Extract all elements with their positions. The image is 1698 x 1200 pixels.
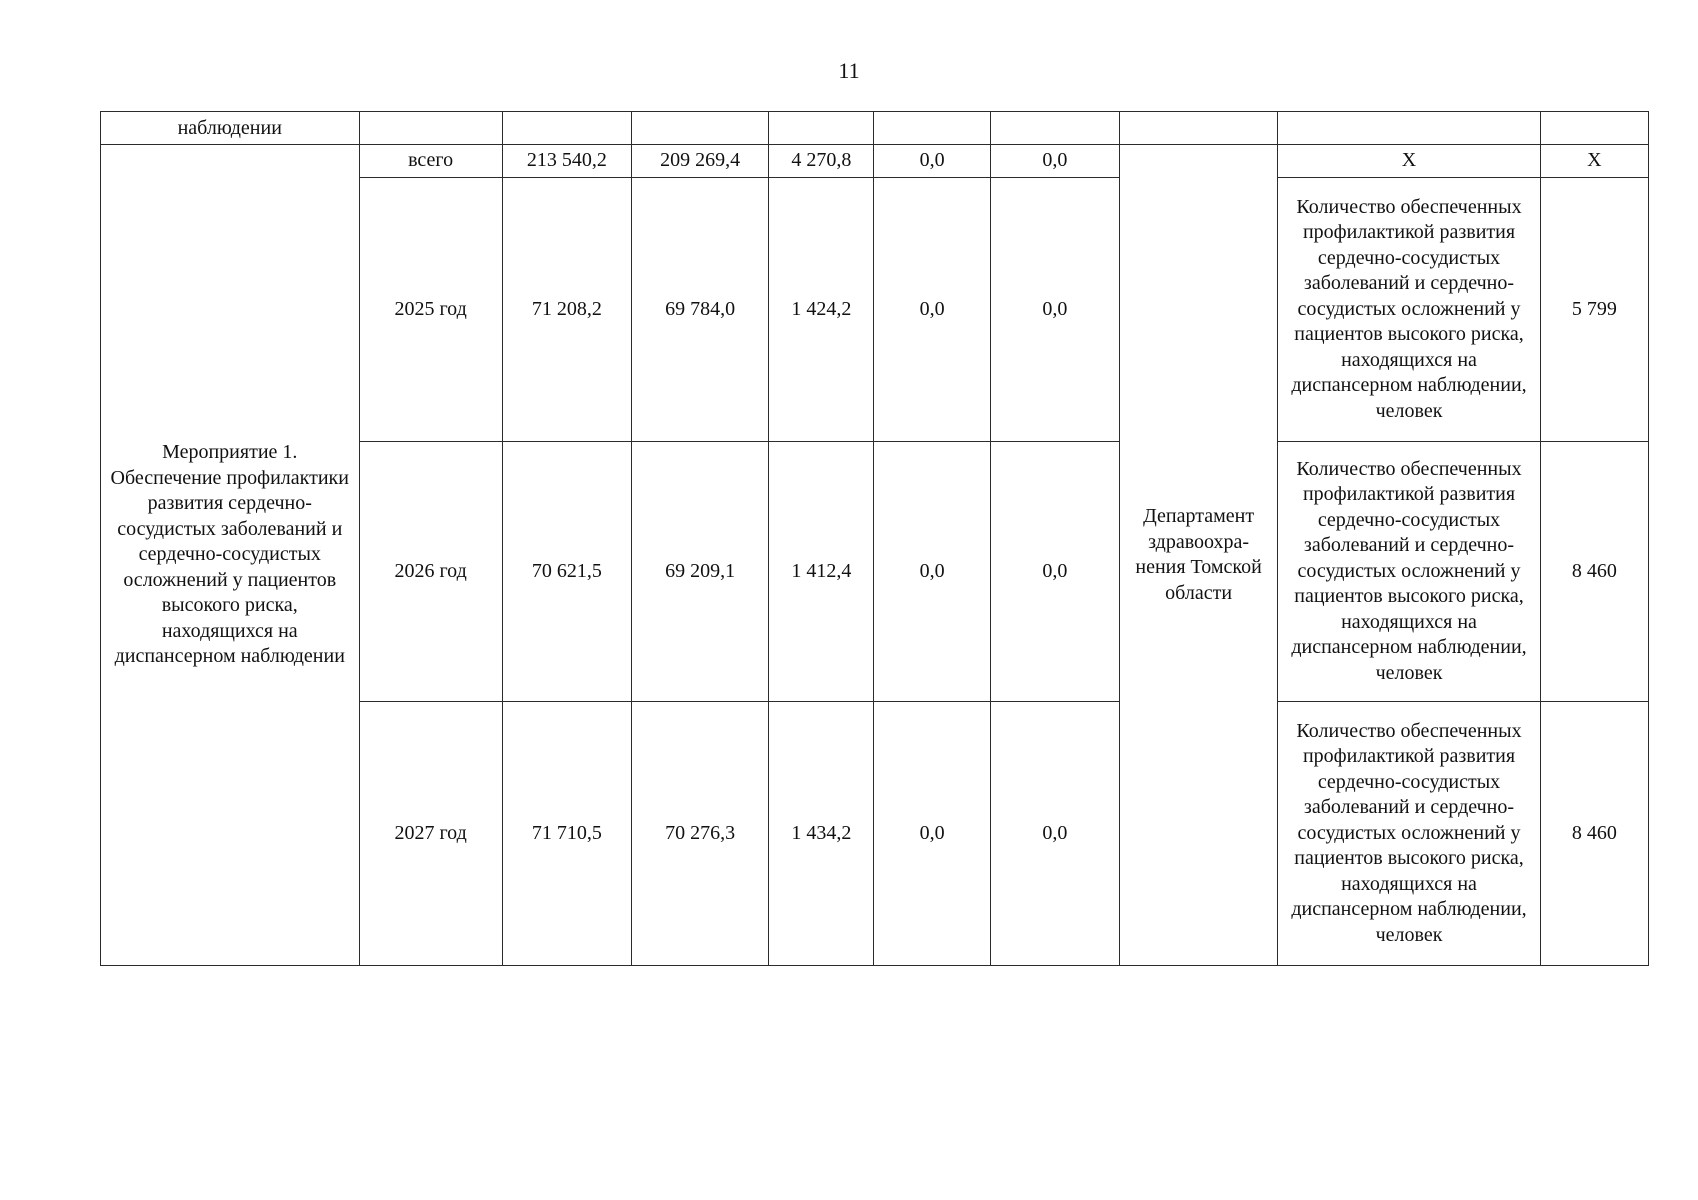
- empty-cell: [632, 112, 769, 145]
- total-funding-cell: 213 540,2: [502, 145, 631, 178]
- federal-funding-cell: 69 209,1: [632, 442, 769, 702]
- continuation-row: [101, 112, 1649, 145]
- activity-name-cell: Мероприятие 1. Обеспечение профилактики развития сердечно-сосудистых заболеваний и сердечно-сосудистых осложнений у пациентов высокого риска, находящихся на диспансерном наблюдении: [101, 145, 360, 966]
- federal-funding-cell: 70 276,3: [632, 702, 769, 966]
- total-funding-cell: 71 710,5: [502, 702, 631, 966]
- federal-funding-cell: 209 269,4: [632, 145, 769, 178]
- total-row: [101, 145, 1649, 178]
- local-funding-cell: 0,0: [874, 178, 990, 442]
- empty-cell: [990, 112, 1119, 145]
- total-funding-cell: 70 621,5: [502, 442, 631, 702]
- indicator-value-cell: 8 460: [1540, 702, 1648, 966]
- period-cell: 2025 год: [359, 178, 502, 442]
- continuation-cell: наблюдении: [101, 112, 360, 145]
- period-cell: 2026 год: [359, 442, 502, 702]
- other-funding-cell: 0,0: [990, 442, 1119, 702]
- regional-funding-cell: 4 270,8: [769, 145, 874, 178]
- indicator-cell: X: [1278, 145, 1541, 178]
- indicator-value-cell: 8 460: [1540, 442, 1648, 702]
- regional-funding-cell: 1 434,2: [769, 702, 874, 966]
- empty-cell: [769, 112, 874, 145]
- indicator-cell: Количество обеспеченных профилактикой развития сердечно-сосудистых заболеваний и сердечно-сосудистых осложнений у пациентов высокого риска, находящихся на диспансерном наблюдении, человек: [1278, 702, 1541, 966]
- executor-cell: Департамент здравоохра-нения Томской области: [1119, 145, 1277, 966]
- empty-cell: [1119, 112, 1277, 145]
- indicator-value-cell: 5 799: [1540, 178, 1648, 442]
- regional-funding-cell: 1 424,2: [769, 178, 874, 442]
- page-number: 11: [838, 58, 860, 83]
- period-cell: всего: [359, 145, 502, 178]
- local-funding-cell: 0,0: [874, 442, 990, 702]
- indicator-cell: Количество обеспеченных профилактикой развития сердечно-сосудистых заболеваний и сердечно-сосудистых осложнений у пациентов высокого риска, находящихся на диспансерном наблюдении, человек: [1278, 178, 1541, 442]
- program-table: [100, 111, 1649, 966]
- empty-cell: [359, 112, 502, 145]
- local-funding-cell: 0,0: [874, 145, 990, 178]
- regional-funding-cell: 1 412,4: [769, 442, 874, 702]
- empty-cell: [1278, 112, 1541, 145]
- federal-funding-cell: 69 784,0: [632, 178, 769, 442]
- empty-cell: [874, 112, 990, 145]
- period-cell: 2027 год: [359, 702, 502, 966]
- indicator-value-cell: X: [1540, 145, 1648, 178]
- other-funding-cell: 0,0: [990, 178, 1119, 442]
- empty-cell: [502, 112, 631, 145]
- local-funding-cell: 0,0: [874, 702, 990, 966]
- other-funding-cell: 0,0: [990, 145, 1119, 178]
- total-funding-cell: 71 208,2: [502, 178, 631, 442]
- empty-cell: [1540, 112, 1648, 145]
- indicator-cell: Количество обеспеченных профилактикой развития сердечно-сосудистых заболеваний и сердечно-сосудистых осложнений у пациентов высокого риска, находящихся на диспансерном наблюдении, человек: [1278, 442, 1541, 702]
- other-funding-cell: 0,0: [990, 702, 1119, 966]
